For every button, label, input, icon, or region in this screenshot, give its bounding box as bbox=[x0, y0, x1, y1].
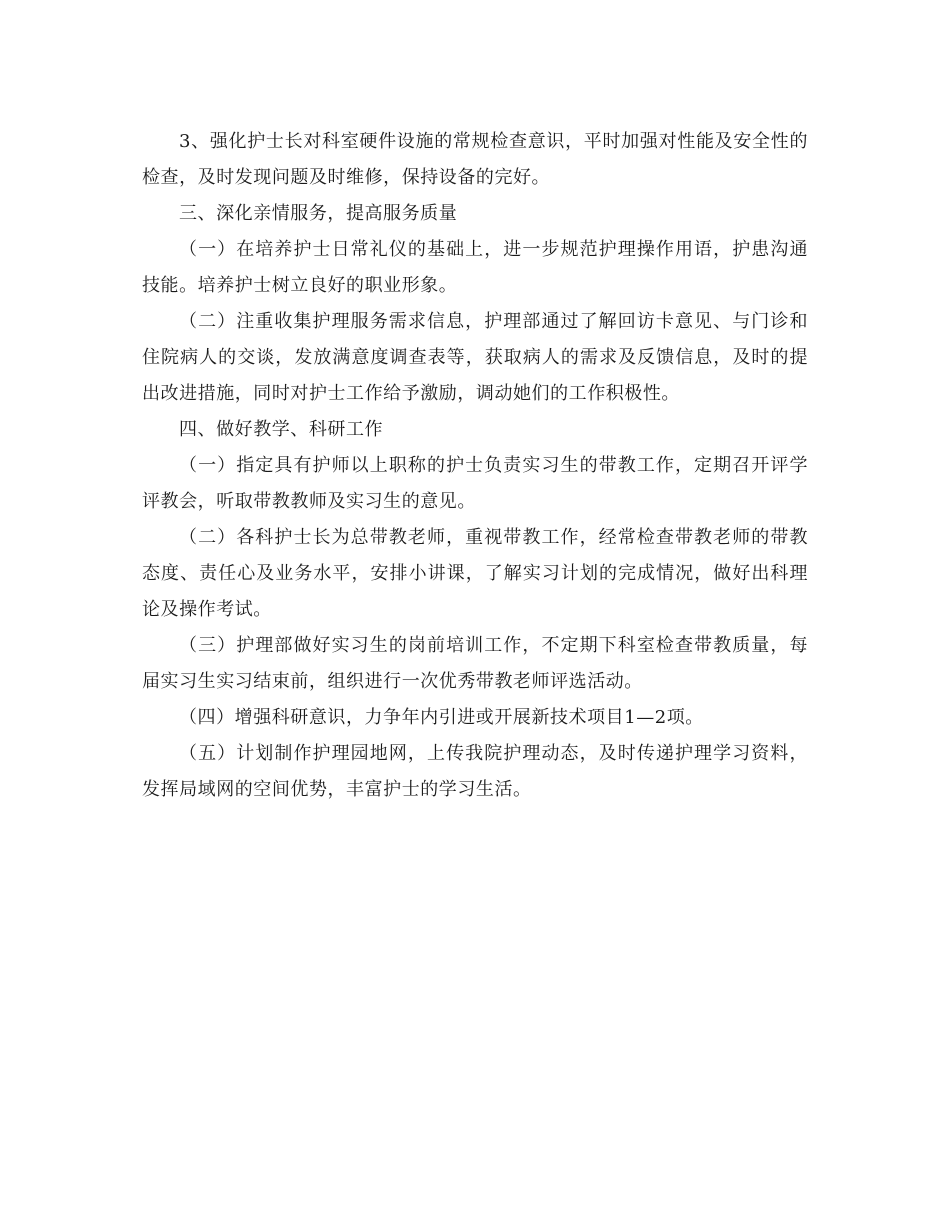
paragraph-intern-supervision: （一）指定具有护师以上职称的护士负责实习生的带教工作，定期召开评学评教会，听取带教教师及实习生的意见。 bbox=[142, 455, 808, 512]
paragraph-equipment-inspection: 3、强化护士长对科室硬件设施的常规检查意识，平时加强对性能及安全性的检查，及时发现问题及时维修，保持设备的完好。 bbox=[142, 131, 808, 188]
paragraph-head-nurse-teaching: （二）各科护士长为总带教老师，重视带教工作，经常检查带教老师的带教态度、责任心及业务水平，安排小讲课，了解实习计划的完成情况，做好出科理论及操作考试。 bbox=[142, 527, 808, 620]
paragraph-pre-job-training: （三）护理部做好实习生的岗前培训工作，不定期下科室检查带教质量，每届实习生实习结束前，组织进行一次优秀带教老师评选活动。 bbox=[142, 635, 808, 692]
paragraph-nursing-website: （五）计划制作护理园地网，上传我院护理动态，及时传递护理学习资料，发挥局域网的空间优势，丰富护士的学习生活。 bbox=[142, 743, 808, 800]
paragraph-feedback-collection: （二）注重收集护理服务需求信息，护理部通过了解回访卡意见、与门诊和住院病人的交谈，发放满意度调查表等，获取病人的需求及反馈信息，及时的提出改进措施，同时对护士工作给予激励，调动她们的工作积极性。 bbox=[142, 311, 808, 404]
section-heading-service-quality: 三、深化亲情服务，提高服务质量 bbox=[179, 203, 458, 224]
document-body bbox=[142, 124, 808, 808]
paragraph-etiquette-training: （一）在培养护士日常礼仪的基础上，进一步规范护理操作用语，护患沟通技能。培养护士树立良好的职业形象。 bbox=[142, 239, 808, 296]
section-heading-teaching-research: 四、做好教学、科研工作 bbox=[179, 419, 384, 440]
paragraph-research-awareness: （四）增强科研意识，力争年内引进或开展新技术项目1—2项。 bbox=[179, 707, 704, 728]
